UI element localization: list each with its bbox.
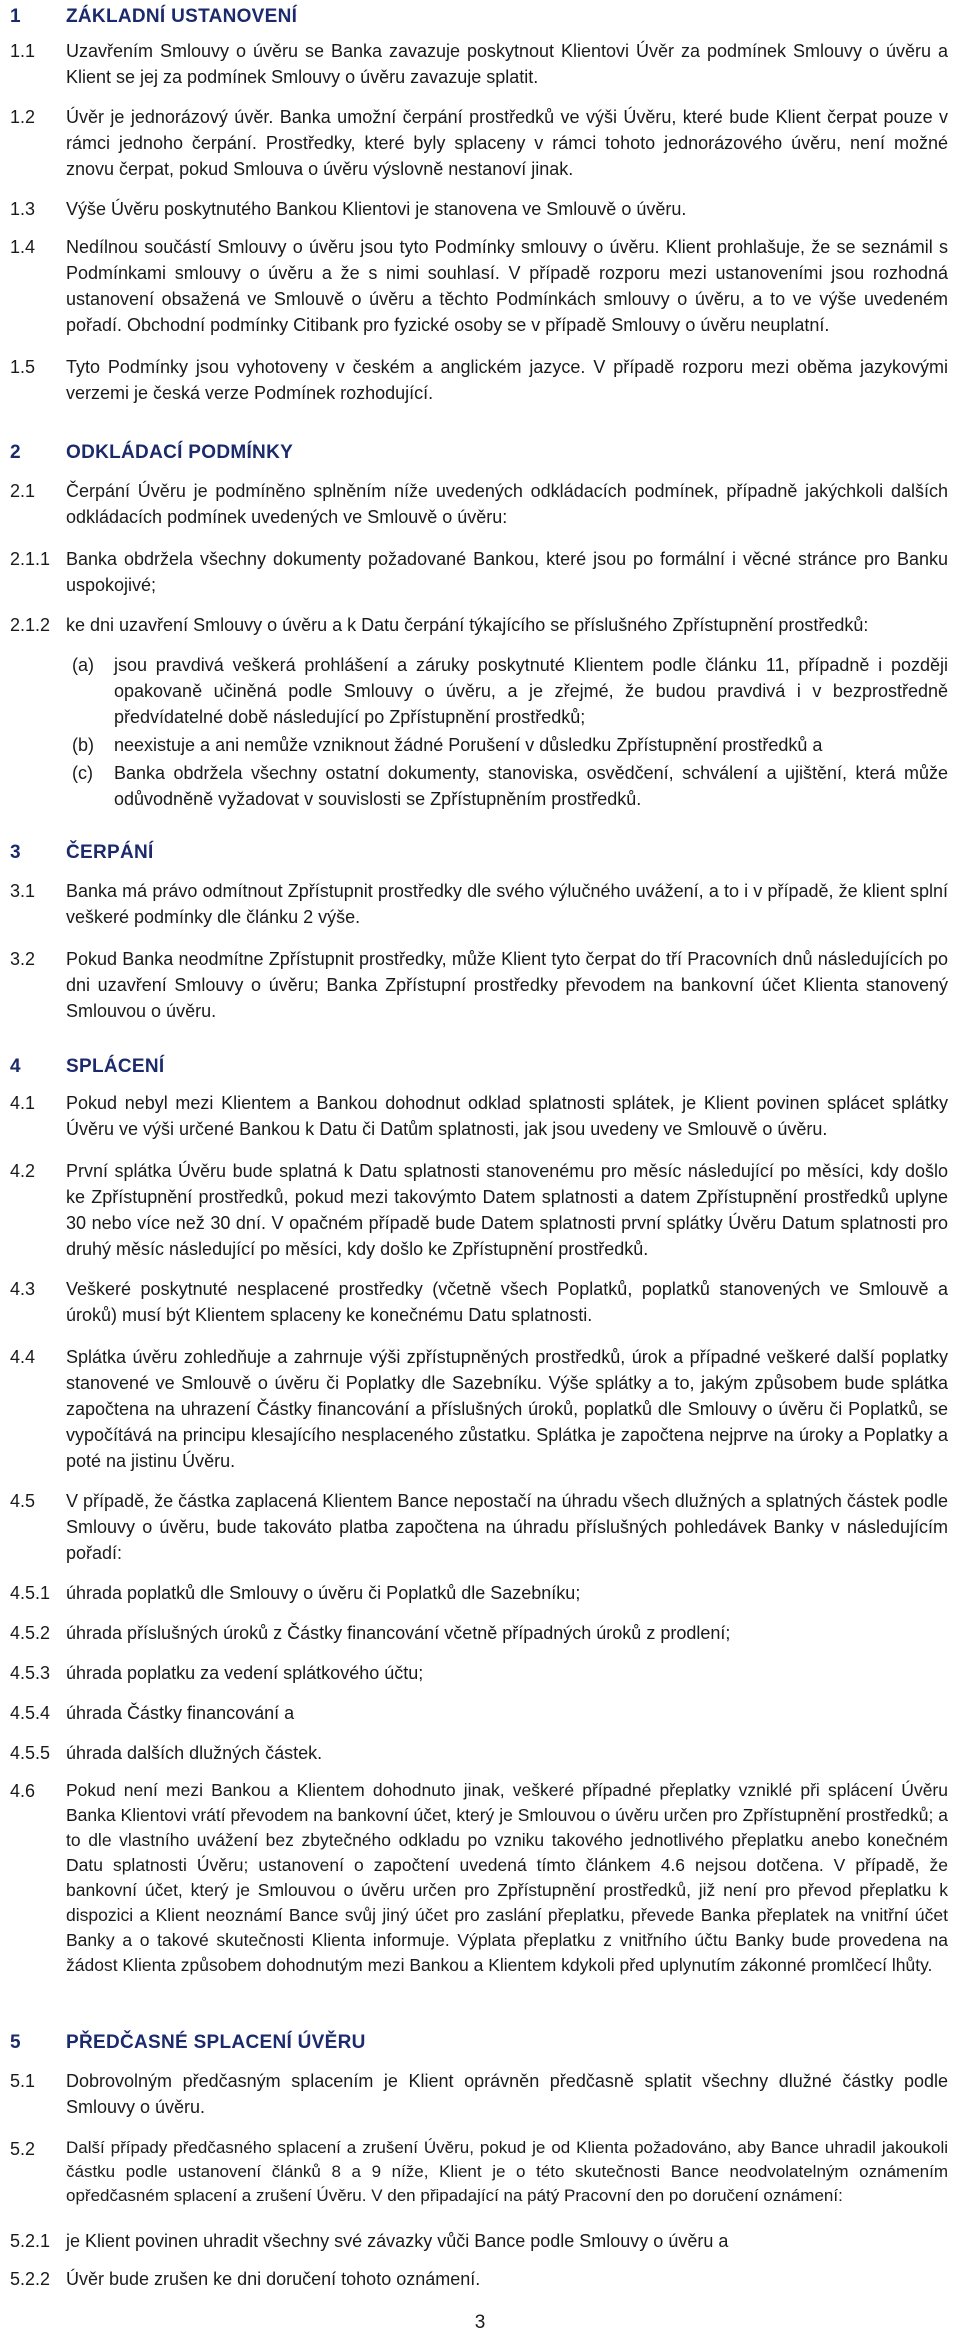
section-number: 2 — [10, 442, 21, 463]
clause-text: úhrada poplatku za vedení splátkového účtu; — [66, 1663, 424, 1683]
subclause-a — [10, 652, 948, 730]
clause-number: 5.2 — [10, 2139, 36, 2159]
clause-number: 2.1.1 — [10, 549, 51, 569]
clause-3-2 — [10, 946, 948, 1024]
section-title: SPLÁCENÍ — [66, 1056, 165, 1077]
section-number: 5 — [10, 2032, 21, 2053]
clause-text: Pokud Banka neodmítne Zpřístupnit prostředky, může Klient tyto čerpat do tří Pracovních dnů následujících po dni uzavření Smlouvy o úvěru; Banka Zpřístupní prostředky převodem na bankovní účet Klienta stanovený Smlouvou o úvěru. — [66, 949, 948, 1021]
clause-4-1 — [10, 1090, 948, 1142]
clause-text: Banka obdržela všechny dokumenty požadované Bankou, které jsou po formální i věcné stránce pro Banku uspokojivé; — [66, 549, 948, 595]
subclause-text: Banka obdržela všechny ostatní dokumenty, stanoviska, osvědčení, schválení a ujištění, která může odůvodněně vyžadovat v souvislosti se Zpřístupněním prostředků. — [114, 763, 948, 809]
clause-text: ke dni uzavření Smlouvy o úvěru a k Datu čerpání týkajícího se příslušného Zpřístupnění prostředků: — [66, 615, 869, 635]
clause-text: Čerpání Úvěru je podmíněno splněním níže uvedených odkládacích podmínek, případně jakýchkoli dalších odkládacích podmínek uvedených ve Smlouvě o úvěru: — [66, 481, 948, 527]
clause-text: Další případy předčasného splacení a zrušení Úvěru, pokud je od Klienta požadováno, aby Bance uhradil jakoukoli částku podle ustanovení článků 8 a 9 níže, Klient je o této skutečnosti Bance neodvolatelným oznámením opředčasném splacení a zrušení Úvěru. V den připadající na pátý Pracovní den po doručení oznámení: — [66, 2138, 948, 2205]
clause-1-1 — [10, 38, 948, 90]
clause-2-1-2 — [10, 612, 948, 638]
clause-1-2 — [10, 104, 948, 182]
section-2-heading — [10, 440, 293, 466]
clause-5-2-1 — [10, 2228, 948, 2254]
section-4-heading — [10, 1054, 164, 1080]
clause-4-5-1 — [10, 1580, 948, 1606]
clause-number: 1.4 — [10, 237, 36, 257]
clause-2-1 — [10, 478, 948, 530]
section-number: 4 — [10, 1056, 21, 1077]
clause-text: Splátka úvěru zohledňuje a zahrnuje výši zpřístupněných prostředků, úrok a případné veškeré další poplatky stanovené ve Smlouvě o úvěru či Poplatky dle Sazebníku. Výše splátky a to, jakým způsobem bude splátka započtena na uhrazení Částky financování a příslušných úroků, poplatků dle Smlouvy o úvěru či Poplatků, se vypočítává na principu klesajícího nesplaceného zůstatku. Splátka je započtena nejprve na úroky a Poplatky a poté na jistinu Úvěru. — [66, 1347, 948, 1471]
clause-number: 4.3 — [10, 1279, 36, 1299]
clause-text: Úvěr je jednorázový úvěr. Banka umožní čerpání prostředků ve výši Úvěru, které bude Klient čerpat pouze v rámci jednoho čerpání. Prostředky, které byly splaceny v rámci tohoto jednorázového úvěru, není možné znovu čerpat, pokud Smlouva o úvěru výslovně nestanoví jinak. — [66, 107, 948, 179]
section-1-heading — [10, 4, 297, 30]
clause-number: 2.1 — [10, 481, 36, 501]
clause-3-1 — [10, 878, 948, 930]
clause-number: 4.5 — [10, 1491, 36, 1511]
section-title: ZÁKLADNÍ USTANOVENÍ — [66, 6, 298, 27]
section-title: PŘEDČASNÉ SPLACENÍ ÚVĚRU — [66, 2032, 366, 2053]
clause-4-5-2 — [10, 1620, 948, 1646]
clause-5-2-2 — [10, 2266, 948, 2292]
clause-text: Tyto Podmínky jsou vyhotoveny v českém a anglickém jazyce. V případě rozporu mezi oběma jazykovými verzemi je česká verze Podmínek rozhodující. — [66, 357, 948, 403]
clause-number: 4.6 — [10, 1781, 36, 1801]
section-3-heading — [10, 840, 154, 866]
clause-4-5-4 — [10, 1700, 948, 1726]
clause-4-5-3 — [10, 1660, 948, 1686]
clause-number: 4.2 — [10, 1161, 36, 1181]
clause-text: Veškeré poskytnuté nesplacené prostředky (včetně všech Poplatků, poplatků stanovených ve Smlouvě a úroků) musí být Klientem splaceny ke konečnému Datu splatnosti. — [66, 1279, 948, 1325]
clause-text: Výše Úvěru poskytnutého Bankou Klientovi je stanovena ve Smlouvě o úvěru. — [66, 199, 687, 219]
clause-text: Pokud nebyl mezi Klientem a Bankou dohodnut odklad splatnosti splátek, je Klient povinen splácet splátky Úvěru ve výši určené Bankou k Datu či Datům splatnosti, jak jsou uvedeny ve Smlouvě o úvěru. — [66, 1093, 948, 1139]
clause-number: 1.2 — [10, 107, 36, 127]
section-title: ČERPÁNÍ — [66, 842, 154, 863]
clause-4-5 — [10, 1488, 948, 1566]
subclause-letter: (b) — [72, 735, 94, 755]
clause-number: 5.1 — [10, 2071, 36, 2091]
clause-4-4 — [10, 1344, 948, 1474]
clause-text: Pokud není mezi Bankou a Klientem dohodnuto jinak, veškeré případné přeplatky vzniklé při splácení Úvěru Banka Klientovi vrátí převodem na bankovní účet, který je Smlouvou o úvěru určen pro Zpřístupnění prostředků; a to dle vlastního uvážení bez zbytečného odkladu po vzniku takového jednotlivého přeplatku anebo konečném Datu splatnosti Úvěru; ustanovení o započtení uvedená tímto článkem 4.6 nejsou dotčena. V případě, že bankovní účet, který je Smlouvou o úvěru určen pro Zpřístupnění prostředků, již není pro převod přeplatku k dispozici a Klient neoznámí Bance svůj jiný účet pro zaslání přeplatku, převede Banka přeplatek na vnitřní účet Banky a o takové skutečnosti Klienta informuje. Výplata přeplatku z vnitřního účtu Banky bude provedena na žádost Klienta způsobem dohodnutým mezi Bankou a Klientem kdykoli před uplynutím zákonné promlčecí lhůty. — [66, 1780, 948, 1975]
section-title: ODKLÁDACÍ PODMÍNKY — [66, 442, 294, 463]
section-number: 1 — [10, 6, 21, 27]
subclause-text: jsou pravdivá veškerá prohlášení a záruky poskytnuté Klientem podle článku 11, případně i později opakovaně učiněná podle Smlouvy o úvěru, a je zřejmé, že budou pravdivá i v bezprostředně předvídatelné době následující po Zpřístupnění prostředků; — [114, 655, 948, 727]
clause-4-3 — [10, 1276, 948, 1328]
clause-text: úhrada Částky financování a — [66, 1703, 295, 1723]
clause-number: 1.1 — [10, 41, 36, 61]
clause-1-5 — [10, 354, 948, 406]
clause-text: Úvěr bude zrušen ke dni doručení tohoto oznámení. — [66, 2269, 481, 2289]
section-5-heading — [10, 2030, 366, 2056]
clause-number: 1.3 — [10, 199, 36, 219]
subclause-b — [10, 732, 948, 758]
clause-5-2 — [10, 2136, 948, 2214]
clause-text: Uzavřením Smlouvy o úvěru se Banka zavazuje poskytnout Klientovi Úvěr za podmínek Smlouvy o úvěru a Klient se jej za podmínek Smlouvy o úvěru zavazuje splatit. — [66, 41, 948, 87]
subclause-text: neexistuje a ani nemůže vzniknout žádné Porušení v důsledku Zpřístupnění prostředků a — [114, 735, 823, 755]
clause-text: První splátka Úvěru bude splatná k Datu splatnosti stanovenému pro měsíc následující po měsíci, kdy došlo ke Zpřístupnění prostředků, pokud mezi takovýmto Datem splatnosti a datem Zpřístupnění prostředků uplyne 30 nebo více než 30 dní. V opačném případě bude Datem splatnosti první splátky Úvěru Datum splatnosti pro druhý měsíc následující po měsíci, kdy došlo ke Zpřístupnění prostředků. — [66, 1161, 948, 1259]
clause-number: 4.5.3 — [10, 1663, 51, 1683]
clause-number: 3.1 — [10, 881, 36, 901]
page-number: 3 — [474, 2312, 486, 2333]
clause-text: je Klient povinen uhradit všechny své závazky vůči Bance podle Smlouvy o úvěru a — [66, 2231, 729, 2251]
section-number: 3 — [10, 842, 21, 863]
clause-5-1 — [10, 2068, 948, 2120]
clause-number: 4.5.4 — [10, 1703, 51, 1723]
subclause-letter: (a) — [72, 655, 94, 675]
clause-text: úhrada příslušných úroků z Částky financování včetně případných úroků z prodlení; — [66, 1623, 731, 1643]
clause-text: Banka má právo odmítnout Zpřístupnit prostředky dle svého výlučného uvážení, a to i v případě, že klient splní veškeré podmínky dle článku 2 výše. — [66, 881, 948, 927]
clause-number: 4.5.5 — [10, 1743, 51, 1763]
clause-4-2 — [10, 1158, 948, 1262]
clause-4-6 — [10, 1778, 948, 1986]
clause-number: 4.1 — [10, 1093, 36, 1113]
subclause-c — [10, 760, 948, 812]
clause-text: úhrada dalších dlužných částek. — [66, 1743, 323, 1763]
clause-text: Nedílnou součástí Smlouvy o úvěru jsou tyto Podmínky smlouvy o úvěru. Klient prohlašuje, že se seznámil s Podmínkami smlouvy o úvěru a že s nimi souhlasí. V případě rozporu mezi ustanoveními jsou rozhodná ustanovení obsažená ve Smlouvě o úvěru a těchto Podmínkách smlouvy o úvěru, a to ve výše uvedeném pořadí. Obchodní podmínky Citibank pro fyzické osoby se v případě Smlouvy o úvěru neuplatní. — [66, 237, 948, 335]
clause-2-1-1 — [10, 546, 948, 598]
clause-text: Dobrovolným předčasným splacením je Klient oprávněn předčasně splatit všechny dlužné částky podle Smlouvy o úvěru. — [66, 2071, 948, 2117]
clause-4-5-5 — [10, 1740, 948, 1766]
clause-number: 2.1.2 — [10, 615, 51, 635]
clause-text: V případě, že částka zaplacená Klientem Bance nepostačí na úhradu všech dlužných a splatných částek podle Smlouvy o úvěru, bude takováto platba započtena na úhradu příslušných pohledávek Banky v následujícím pořadí: — [66, 1491, 948, 1563]
clause-1-3 — [10, 196, 948, 222]
clause-number: 4.5.2 — [10, 1623, 51, 1643]
clause-number: 5.2.2 — [10, 2269, 51, 2289]
clause-1-4 — [10, 234, 948, 338]
clause-text: úhrada poplatků dle Smlouvy o úvěru či Poplatků dle Sazebníku; — [66, 1583, 581, 1603]
clause-number: 1.5 — [10, 357, 36, 377]
clause-number: 3.2 — [10, 949, 36, 969]
clause-number: 4.4 — [10, 1347, 36, 1367]
clause-number: 4.5.1 — [10, 1583, 51, 1603]
subclause-letter: (c) — [72, 763, 93, 783]
clause-number: 5.2.1 — [10, 2231, 51, 2251]
